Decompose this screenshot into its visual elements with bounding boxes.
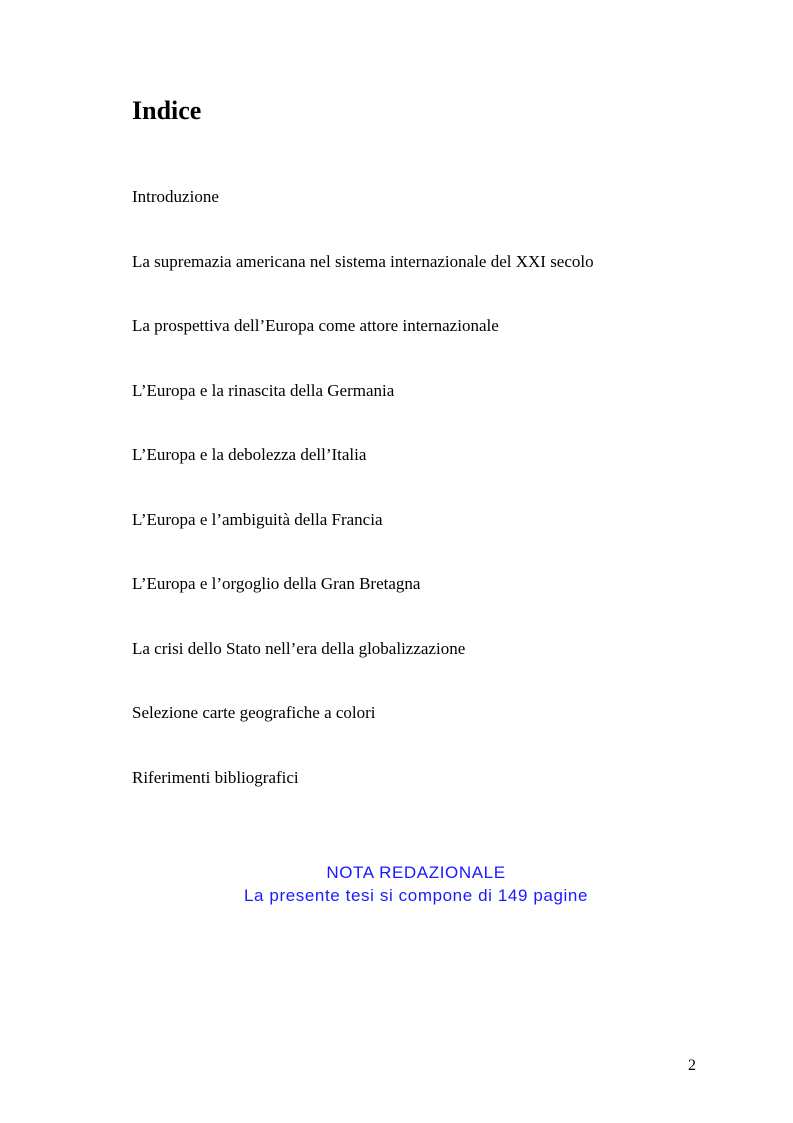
toc-item-prospettiva-europa: La prospettiva dell’Europa come attore internazionale [132, 316, 499, 335]
editorial-note-heading: NOTA REDAZIONALE [326, 863, 506, 882]
toc-item-carte-geografiche: Selezione carte geografiche a colori [132, 703, 376, 722]
toc-item-germania: L’Europa e la rinascita della Germania [132, 380, 395, 400]
toc-item-introduzione: Introduzione [132, 187, 219, 206]
toc-item-gran-bretagna: L’Europa e l’orgoglio della Gran Bretagna [132, 574, 421, 593]
page-number: 2 [688, 1057, 696, 1074]
toc-item-italia: L’Europa e la debolezza dell’Italia [132, 445, 367, 464]
toc-item-francia: L’Europa e l’ambiguità della Francia [132, 509, 383, 529]
editorial-note-text: La presente tesi si compone di 149 pagine [243, 886, 589, 905]
toc-item-crisi-stato: La crisi dello Stato nell’era della globalizzazione [132, 638, 466, 658]
toc-item-riferimenti: Riferimenti bibliografici [132, 767, 299, 787]
editorial-note [0, 861, 793, 907]
toc-item-supremazia-americana: La supremazia americana nel sistema internazionale del XXI secolo [132, 251, 594, 271]
table-of-contents [132, 185, 594, 830]
page-title: Indice [132, 96, 202, 125]
